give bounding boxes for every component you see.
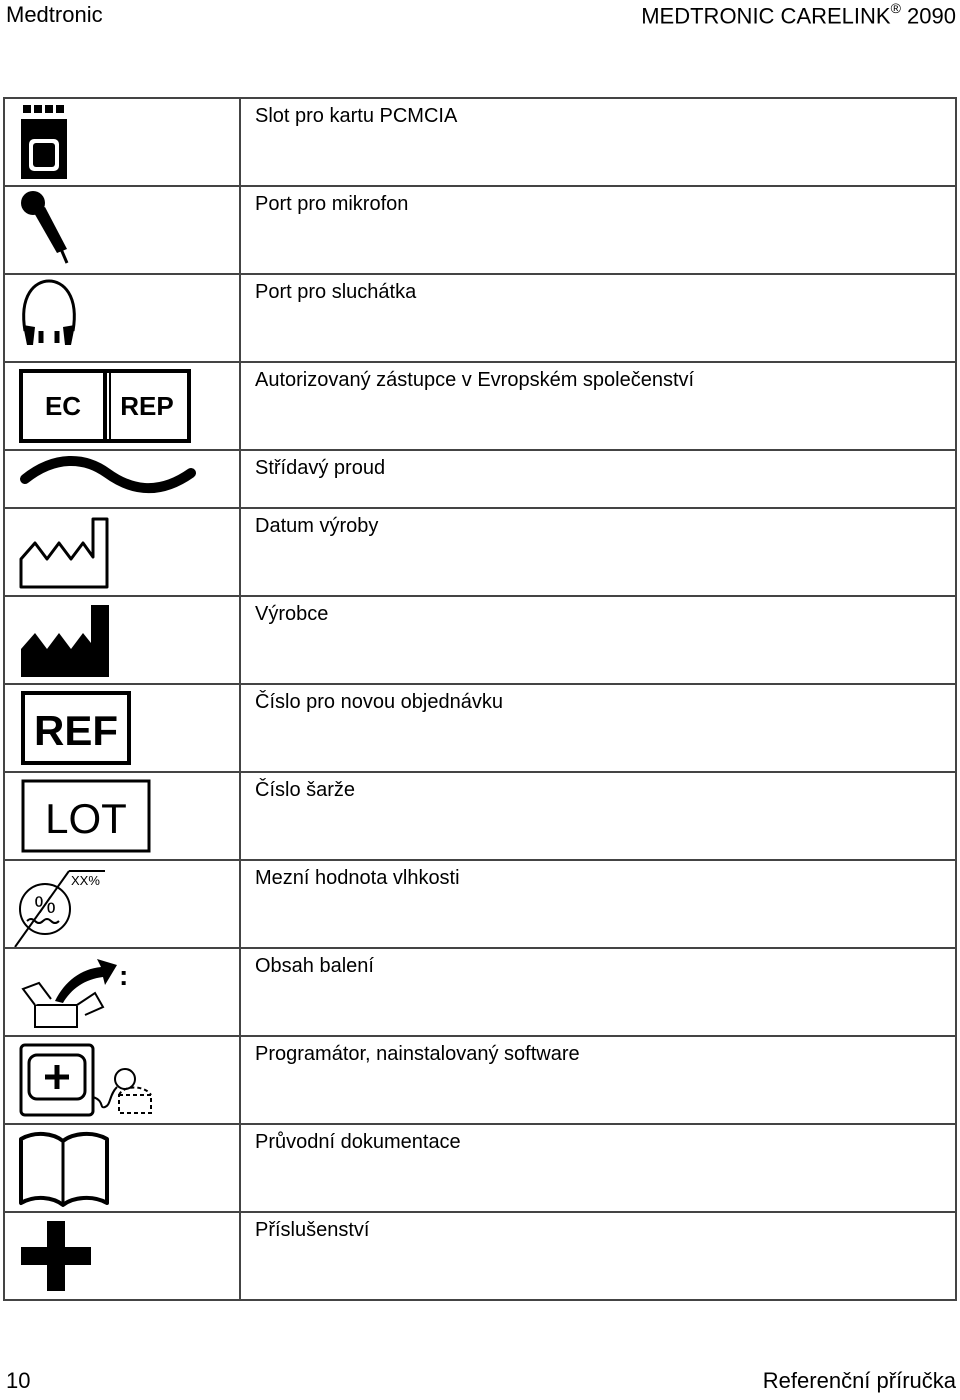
row-label: Číslo pro novou objednávku	[240, 684, 956, 772]
icon-cell	[4, 362, 240, 450]
symbol-table	[3, 97, 957, 1301]
microphone-icon	[5, 187, 235, 273]
row-label: Port pro sluchátka	[240, 274, 956, 362]
row-label: Výrobce	[240, 596, 956, 684]
row-label: Obsah balení	[240, 948, 956, 1036]
icon-cell	[4, 948, 240, 1036]
manufacturer-icon	[5, 597, 235, 683]
icon-cell	[4, 1124, 240, 1212]
icon-cell	[4, 186, 240, 274]
row-label: Slot pro kartu PCMCIA	[240, 98, 956, 186]
row-label: Mezní hodnota vlhkosti	[240, 860, 956, 948]
page-number: 10	[6, 1368, 31, 1393]
header-brand: Medtronic	[6, 2, 103, 27]
humidity-limit-text: XX%	[71, 873, 100, 888]
rep-text: REP	[120, 391, 174, 421]
table-row	[4, 1036, 956, 1124]
ec-rep-icon	[5, 363, 235, 449]
icon-cell	[4, 596, 240, 684]
lot-text: LOT	[45, 795, 127, 842]
row-label: Průvodní dokumentace	[240, 1124, 956, 1212]
table-row	[4, 772, 956, 860]
table-row	[4, 684, 956, 772]
icon-cell	[4, 98, 240, 186]
registered-mark: ®	[890, 0, 901, 16]
icon-cell	[4, 860, 240, 948]
row-label: Příslušenství	[240, 1212, 956, 1300]
table-row	[4, 948, 956, 1036]
ref-icon	[5, 685, 235, 771]
table-row	[4, 508, 956, 596]
documentation-icon	[5, 1125, 235, 1211]
header-product	[641, 2, 956, 29]
programmer-icon	[5, 1037, 235, 1123]
table-row	[4, 274, 956, 362]
pcmcia-card-icon	[5, 99, 235, 185]
row-label: Port pro mikrofon	[240, 186, 956, 274]
row-label: Autorizovaný zástupce v Evropském společenství	[240, 362, 956, 450]
icon-cell	[4, 772, 240, 860]
icon-cell	[4, 450, 240, 508]
icon-cell	[4, 684, 240, 772]
row-label: Střídavý proud	[240, 450, 956, 508]
alternating-current-icon	[5, 451, 235, 507]
humidity-limit-icon	[5, 861, 235, 947]
icon-cell	[4, 508, 240, 596]
row-label: Číslo šarže	[240, 772, 956, 860]
icon-cell	[4, 1036, 240, 1124]
row-label: Programátor, nainstalovaný software	[240, 1036, 956, 1124]
table-row	[4, 860, 956, 948]
package-contents-icon	[5, 949, 235, 1035]
row-label: Datum výroby	[240, 508, 956, 596]
colon-text: :	[119, 960, 129, 991]
table-row	[4, 1124, 956, 1212]
table-row	[4, 450, 956, 508]
headphones-icon	[5, 275, 235, 361]
footer-title: Referenční příručka	[762, 1368, 956, 1393]
accessories-icon	[5, 1213, 235, 1299]
table-row	[4, 596, 956, 684]
ec-text: EC	[44, 391, 82, 421]
header-product-number: 2090	[907, 3, 956, 29]
header-product-name: MEDTRONIC CARELINK	[641, 3, 891, 29]
table-row	[4, 186, 956, 274]
table-row	[4, 1212, 956, 1300]
icon-cell	[4, 274, 240, 362]
icon-cell	[4, 1212, 240, 1300]
percent-text: %	[34, 892, 56, 919]
table-row	[4, 98, 956, 186]
table-row	[4, 362, 956, 450]
lot-icon	[5, 773, 235, 859]
ref-text: REF	[34, 707, 118, 754]
date-of-manufacture-icon	[5, 509, 235, 595]
